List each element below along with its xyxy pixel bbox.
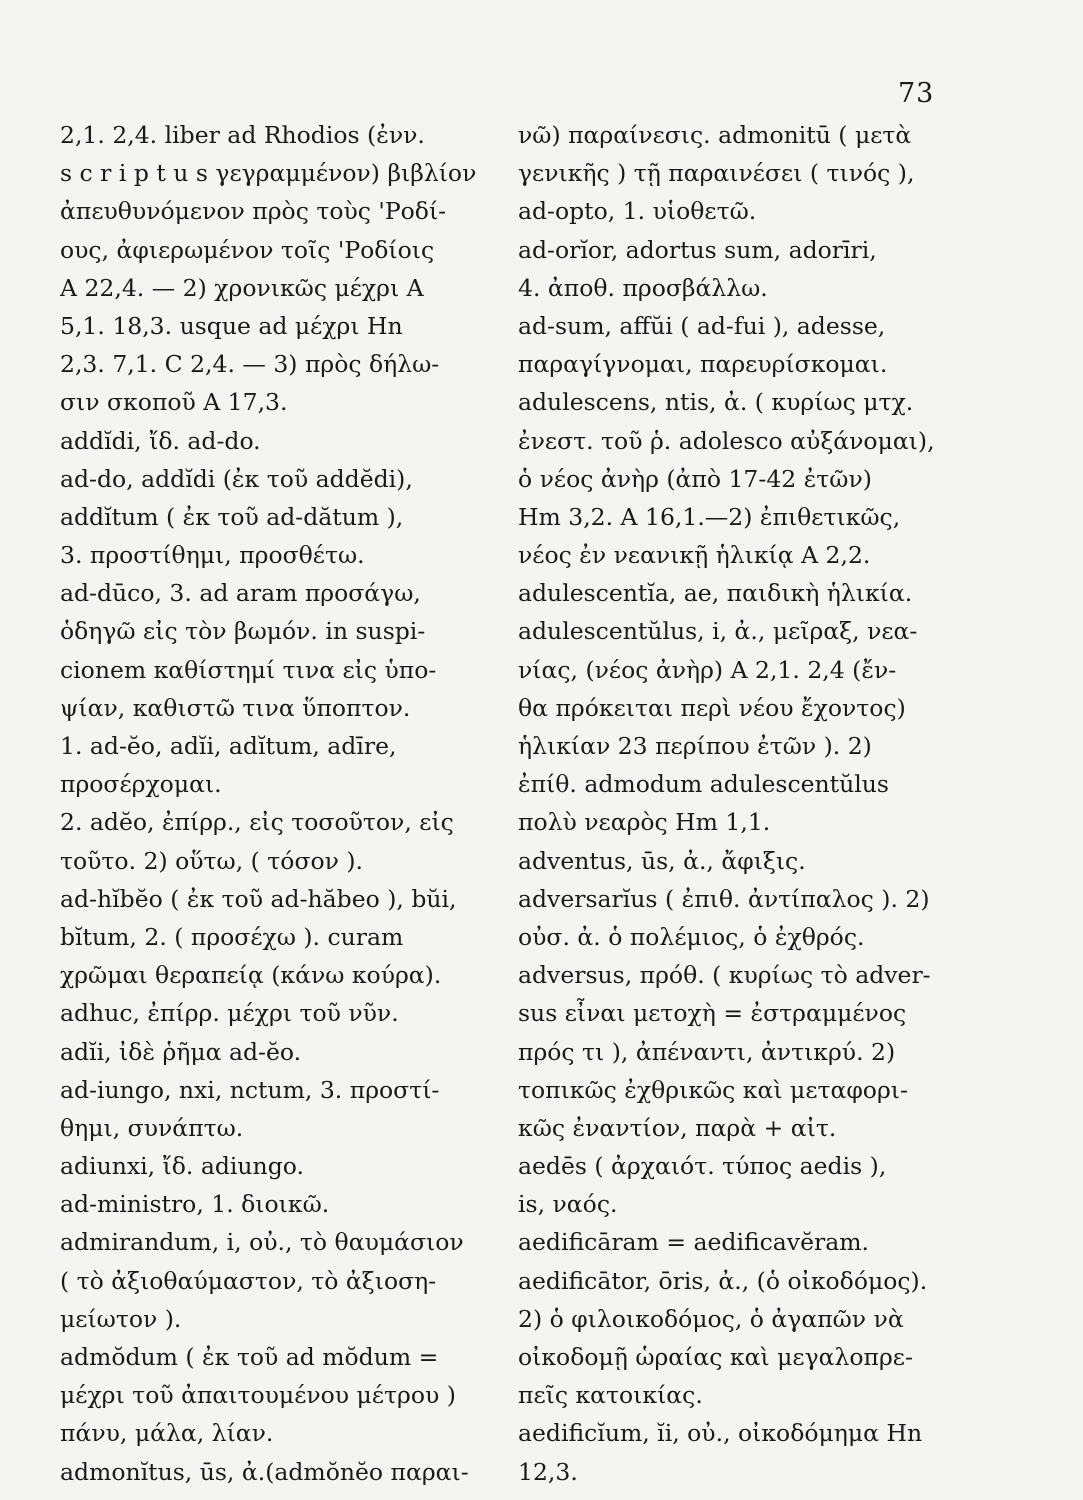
text-line: ad-sum, affŭi ( ad-fui ), adesse, [518, 311, 886, 340]
text-line: s c r i p t u s γεγραμμένον) βιβλίον [60, 159, 477, 188]
text-line: sus εἶναι μετοχὴ = ἐστραμμένος [518, 999, 907, 1028]
text-line: addĭtum ( ἐκ τοῦ ad-dătum ), [60, 502, 404, 531]
text-line: 3. προστίθημι, προσθέτω. [60, 541, 365, 570]
text-line: ad-dūco, 3. ad aram προσάγω, [60, 579, 421, 608]
text-line: ὁ νέος ἀνὴρ (ἀπὸ 17-42 ἐτῶν) [518, 464, 872, 493]
right-column [518, 116, 958, 1491]
text-line: addĭdi, ἴδ. ad-do. [60, 426, 261, 455]
text-line: ἀπευθυνόμενον πρὸς τοὺς 'Ροδί- [60, 197, 447, 226]
page-number: 73 [898, 78, 935, 109]
text-line: admŏdum ( ἐκ τοῦ ad mŏdum = [60, 1343, 439, 1371]
text-line: 2,3. 7,1. C 2,4. — 3) πρὸς δήλω- [60, 350, 440, 379]
text-line: 4. ἀποθ. προσβάλλω. [518, 273, 768, 302]
text-line: ad-do, addĭdi (ἐκ τοῦ addĕdi), [60, 464, 413, 493]
text-line: πολὺ νεαρὸς Hm 1,1. [518, 808, 771, 837]
text-line: νίας, (νέος ἀνὴρ) Α 2,1. 2,4 (ἔν- [518, 655, 897, 684]
text-line: 5,1. 18,3. usque ad μέχρι Hn [60, 311, 403, 340]
text-line: 12,3. [518, 1457, 578, 1486]
text-line: πρός τι ), ἀπέναντι, ἀντικρύ. 2) [518, 1037, 896, 1066]
text-line: adulescentĭa, ae, παιδικὴ ἡλικία. [518, 579, 913, 608]
text-line: σιν σκοποῦ Α 17,3. [60, 388, 288, 417]
text-line: 2,1. 2,4. liber ad Rhodios (ἐνν. [60, 121, 425, 149]
text-line: οὐσ. ἀ. ὁ πολέμιος, ὁ ἐχθρός. [518, 922, 865, 951]
text-line: admonĭtus, ūs, ἀ.(admŏnĕo παραι- [60, 1457, 469, 1486]
text-line: ους, ἀφιερωμένον τοῖς 'Ροδίοις [60, 235, 435, 264]
text-line: ad-orĭor, adortus sum, adorīri, [518, 235, 877, 264]
text-line: 1. ad-ĕo, adĭi, adĭtum, adīre, [60, 732, 397, 760]
text-line: ad-hĭbĕo ( ἐκ τοῦ ad-hăbeo ), bŭi, [60, 884, 457, 913]
text-line: οἰκοδομῇ ὡραίας καὶ μεγαλοπρε- [518, 1343, 913, 1371]
text-line: ὁδηγῶ εἰς τὸν βωμόν. in suspi- [60, 617, 426, 646]
text-line: ἐνεστ. τοῦ ῥ. adolesco αὐξάνομαι), [518, 426, 935, 455]
text-line: ad-iungo, nxi, nctum, 3. προστί- [60, 1075, 440, 1104]
text-line: μέχρι τοῦ ἀπαιτουμένου μέτρου ) [60, 1381, 456, 1410]
text-line: ἐπίθ. admodum adulescentŭlus [518, 770, 889, 799]
text-line: adulescens, ntis, ἀ. ( κυρίως μτχ. [518, 388, 914, 417]
text-line: ἡλικίαν 23 περίπου ἐτῶν ). 2) [518, 732, 872, 760]
text-line: 2. adĕo, ἐπίρρ., εἰς τοσοῦτον, εἰς [60, 808, 454, 837]
text-line: is, ναός. [518, 1190, 618, 1219]
text-line: aedificĭum, ĭi, οὐ., οἰκοδόμημα Hn [518, 1419, 923, 1448]
text-line: 2) ὁ φιλοικοδόμος, ὁ ἀγαπῶν νὰ [518, 1304, 904, 1333]
text-line: adĭi, ἰδὲ ῥῆμα ad-ĕo. [60, 1037, 302, 1066]
text-line: θα πρόκειται περὶ νέου ἔχοντος) [518, 693, 906, 722]
text-line: ψίαν, καθιστῶ τινα ὕποπτον. [60, 693, 411, 722]
text-line: Α 22,4. — 2) χρονικῶς μέχρι Α [60, 273, 424, 302]
text-line: μείωτον ). [60, 1304, 182, 1333]
text-line: νέος ἐν νεανικῇ ἡλικίᾳ Α 2,2. [518, 541, 871, 570]
left-column [60, 116, 500, 1491]
text-line: προσέρχομαι. [60, 770, 222, 799]
text-line: adventus, ūs, ἀ., ἄφιξις. [518, 846, 806, 875]
text-line: τοῦτο. 2) οὕτω, ( τόσον ). [60, 846, 364, 875]
text-line: admirandum, i, οὐ., τὸ θαυμάσιον [60, 1228, 464, 1257]
text-line: adversus, πρόθ. ( κυρίως τὸ adver- [518, 961, 931, 990]
text-line: παραγίγνομαι, παρευρίσκομαι. [518, 350, 888, 379]
text-line: adhuc, ἐπίρρ. μέχρι τοῦ νῦν. [60, 999, 399, 1028]
text-line: bĭtum, 2. ( προσέχω ). curam [60, 922, 404, 951]
text-line: χρῶμαι θεραπείᾳ (κάνω κούρα). [60, 961, 442, 990]
text-line: θημι, συνάπτω. [60, 1113, 244, 1142]
text-line: τοπικῶς ἐχθρικῶς καὶ μεταφορι- [518, 1075, 908, 1104]
text-line: aedificātor, ōris, ἀ., (ὁ οἰκοδόμος). [518, 1266, 928, 1295]
text-line: adiunxi, ἴδ. adiungo. [60, 1152, 304, 1181]
text-line: cionem καθίστημί τινα εἰς ὑπο- [60, 655, 437, 684]
text-line: aedēs ( ἀρχαιότ. τύπος aedis ), [518, 1152, 887, 1181]
text-line: Hm 3,2. A 16,1.—2) ἐπιθετικῶς, [518, 502, 901, 531]
text-line: νῶ) παραίνεσις. admonitū ( μετὰ [518, 121, 912, 149]
text-line: ( τὸ ἀξιοθαύμαστον, τὸ ἀξιοση- [60, 1266, 437, 1295]
text-line: ad-ministro, 1. διοικῶ. [60, 1190, 330, 1219]
text-line: κῶς ἐναντίον, παρὰ + αἰτ. [518, 1113, 837, 1142]
text-line: πάνυ, μάλα, λίαν. [60, 1419, 274, 1448]
text-line: ad-opto, 1. υἱοθετῶ. [518, 197, 757, 226]
text-line: aedificāram = aedificavĕram. [518, 1228, 869, 1257]
text-line: adversarĭus ( ἐπιθ. ἀντίπαλος ). 2) [518, 884, 930, 913]
text-line: πεῖς κατοικίας. [518, 1381, 703, 1410]
text-line: γενικῆς ) τῇ παραινέσει ( τινός ), [518, 159, 915, 188]
text-line: adulescentŭlus, i, ἀ., μεῖραξ, νεα- [518, 617, 918, 646]
